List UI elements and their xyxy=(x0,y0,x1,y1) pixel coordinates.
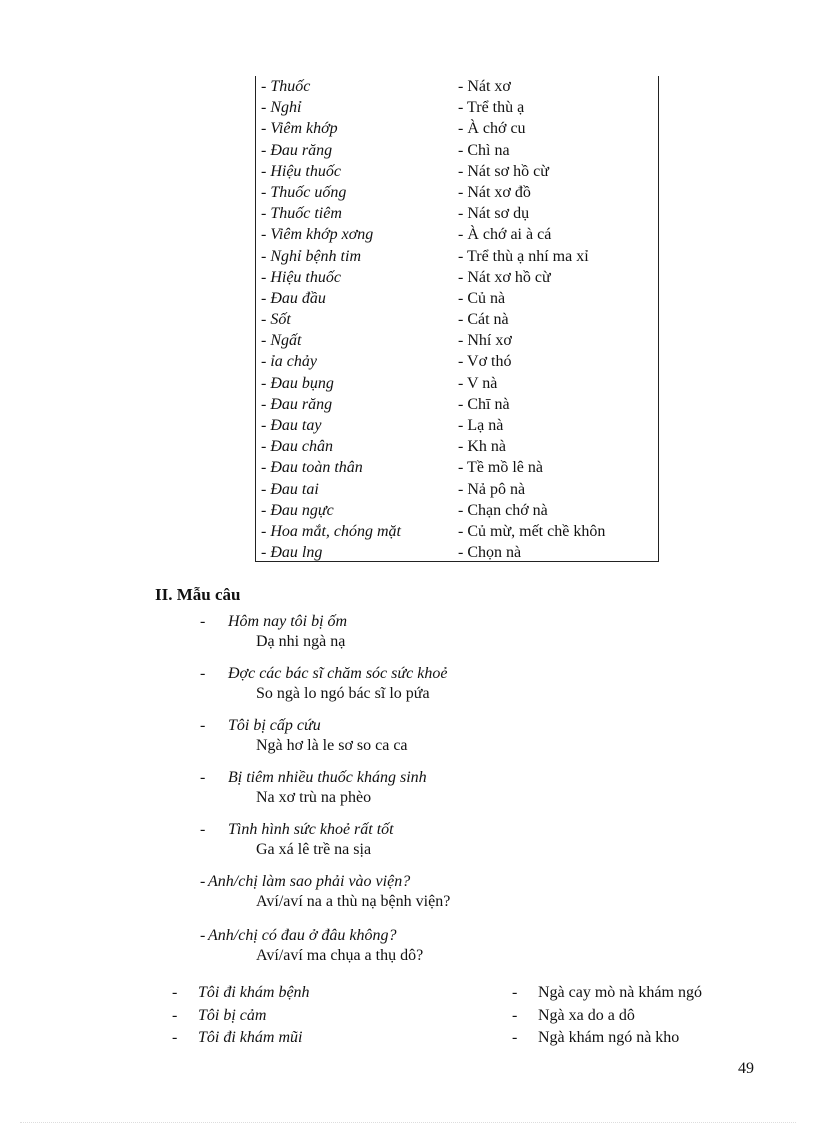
vocab-vietnamese: - Ngất xyxy=(261,332,302,350)
phrase-vietnamese: - Tôi đi khám mũi xyxy=(172,1029,303,1046)
vocab-translation: - V nà xyxy=(458,374,498,392)
vocab-vietnamese: - Viêm khớp xyxy=(261,120,338,138)
vocab-row xyxy=(256,267,658,288)
vocab-translation: - Củ nà xyxy=(458,289,506,307)
phrase-vietnamese: - Tôi bị cảm xyxy=(172,1007,267,1024)
vocab-row xyxy=(256,203,658,224)
sentence-translation: Aví/aví ma chụa a thụ dô? xyxy=(256,947,424,964)
sentence-vietnamese: - Hôm nay tôi bị ốm xyxy=(200,613,348,630)
sentence-vietnamese: - Tôi bị cấp cứu xyxy=(200,717,321,734)
sentence-pattern xyxy=(200,872,620,912)
vocab-vietnamese: - Sốt xyxy=(261,311,291,329)
vocab-translation: - Củ mừ, mết chề khôn xyxy=(458,522,606,540)
vocab-row xyxy=(256,394,658,415)
phrase-translation: - Ngà khám ngó nà kho xyxy=(512,1029,680,1046)
sentence-pattern xyxy=(200,612,620,652)
vocab-vietnamese: - Hoa mắt, chóng mặt xyxy=(261,522,401,540)
vocab-vietnamese: - Thuốc tiêm xyxy=(261,205,342,223)
sentence-vietnamese: - Tình hình sức khoẻ rất tốt xyxy=(200,821,394,838)
sentence-pattern xyxy=(200,716,620,756)
vocab-vietnamese: - Hiệu thuốc xyxy=(261,162,341,180)
vocab-translation: - Nát sơ hồ cừ xyxy=(458,162,549,180)
vocab-vietnamese: - Nghỉ bệnh tim xyxy=(261,247,361,265)
vocab-row xyxy=(256,182,658,203)
vocab-vietnamese: - Đau chân xyxy=(261,438,333,456)
sentence-translation: So ngà lo ngó bác sĩ lo pứa xyxy=(256,685,430,702)
vocab-row xyxy=(256,521,658,542)
vocab-translation: - Nhí xơ xyxy=(458,332,512,350)
sentence-vietnamese: - Anh/chị làm sao phải vào viện? xyxy=(200,873,411,890)
vocab-translation: - À chớ cu xyxy=(458,120,526,138)
sentence-translation: Ngà hơ là le sơ so ca ca xyxy=(256,737,408,754)
sentence-pattern xyxy=(200,820,620,860)
vocab-row xyxy=(256,415,658,436)
sentence-pattern xyxy=(200,768,620,808)
vocab-row xyxy=(256,118,658,139)
vocab-row xyxy=(256,542,658,563)
vocab-translation: - Chì na xyxy=(458,141,510,159)
vocab-row xyxy=(256,288,658,309)
vocab-vietnamese: - Hiệu thuốc xyxy=(261,268,341,286)
sentence-vietnamese: - Bị tiêm nhiều thuốc kháng sinh xyxy=(200,769,427,786)
vocab-row xyxy=(256,436,658,457)
vocab-vietnamese: - Đau bụng xyxy=(261,374,334,392)
section-heading: II. Mẫu câu xyxy=(155,585,241,604)
sentence-translation: Aví/aví na a thù nạ bệnh viện? xyxy=(256,893,451,910)
vocab-vietnamese: - ỉa chảy xyxy=(261,353,317,371)
vocab-translation: - Trể thù ạ xyxy=(458,99,525,117)
vocab-translation: - Chọn nà xyxy=(458,544,522,562)
vocab-translation: - Chī nà xyxy=(458,395,510,413)
sentence-translation: Na xơ trù na phèo xyxy=(256,789,372,806)
vocab-translation: - Nát xơ hồ cừ xyxy=(458,268,551,286)
vocab-vietnamese: - Viêm khớp xơng xyxy=(261,226,374,244)
phrase-translation: - Ngà cay mò nà khám ngó xyxy=(512,984,702,1001)
vocab-translation: - Nát xơ xyxy=(458,78,511,95)
vocab-translation: - Nát sơ dụ xyxy=(458,205,530,223)
vocab-vietnamese: - Đau răng xyxy=(261,141,333,159)
vocab-translation: - À chớ ai à cá xyxy=(458,226,552,244)
vocab-row xyxy=(256,97,658,118)
vocab-row xyxy=(256,76,658,97)
sentence-vietnamese: - Anh/chị có đau ở đâu không? xyxy=(200,927,397,944)
sentence-vietnamese: - Đợc các bác sĩ chăm sóc sức khoẻ xyxy=(200,665,448,682)
vocab-vietnamese: - Thuốc xyxy=(261,78,311,95)
vocab-vietnamese: - Đau lng xyxy=(261,544,323,562)
vocab-vietnamese: - Nghỉ xyxy=(261,99,302,117)
vocab-translation: - Nả pô nà xyxy=(458,480,526,498)
vocabulary-table xyxy=(255,76,659,562)
vocab-row xyxy=(256,457,658,478)
vocab-vietnamese: - Đau toàn thân xyxy=(261,459,363,477)
vocab-row xyxy=(256,246,658,267)
vocab-translation: - Chạn chớ nà xyxy=(458,501,548,519)
vocab-row xyxy=(256,330,658,351)
sentence-pattern xyxy=(200,926,620,966)
sentence-pattern xyxy=(200,664,620,704)
vocab-translation: - Lạ nà xyxy=(458,417,504,434)
vocab-row xyxy=(256,140,658,161)
vocab-row xyxy=(256,224,658,245)
vocab-translation: - Cát nà xyxy=(458,311,509,329)
vocab-row xyxy=(256,479,658,500)
vocab-translation: - Vơ thó xyxy=(458,353,512,371)
vocab-translation: - Kh nà xyxy=(458,438,506,456)
vocab-vietnamese: - Đau tai xyxy=(261,480,319,498)
sentence-translation: Ga xá lê trề na sịa xyxy=(256,841,372,858)
vocab-row xyxy=(256,373,658,394)
vocab-vietnamese: - Đau ngực xyxy=(261,501,334,519)
vocab-vietnamese: - Đau đầu xyxy=(261,289,326,307)
page-number: 49 xyxy=(738,1060,754,1077)
vocab-row xyxy=(256,351,658,372)
vocab-vietnamese: - Đau răng xyxy=(261,395,333,413)
sentence-translation: Dạ nhi ngà nạ xyxy=(256,633,346,650)
vocab-vietnamese: - Thuốc uống xyxy=(261,183,347,201)
vocab-row xyxy=(256,161,658,182)
vocab-vietnamese: - Đau tay xyxy=(261,417,322,434)
phrase-vietnamese: - Tôi đi khám bệnh xyxy=(172,984,310,1001)
vocab-translation: - Nát xơ đồ xyxy=(458,183,531,201)
vocab-row xyxy=(256,309,658,330)
vocab-translation: - Tề mồ lê nà xyxy=(458,459,544,477)
vocab-translation: - Trể thù ạ nhí ma xỉ xyxy=(458,247,589,265)
phrase-translation: - Ngà xa do a dô xyxy=(512,1007,635,1024)
vocab-row xyxy=(256,500,658,521)
